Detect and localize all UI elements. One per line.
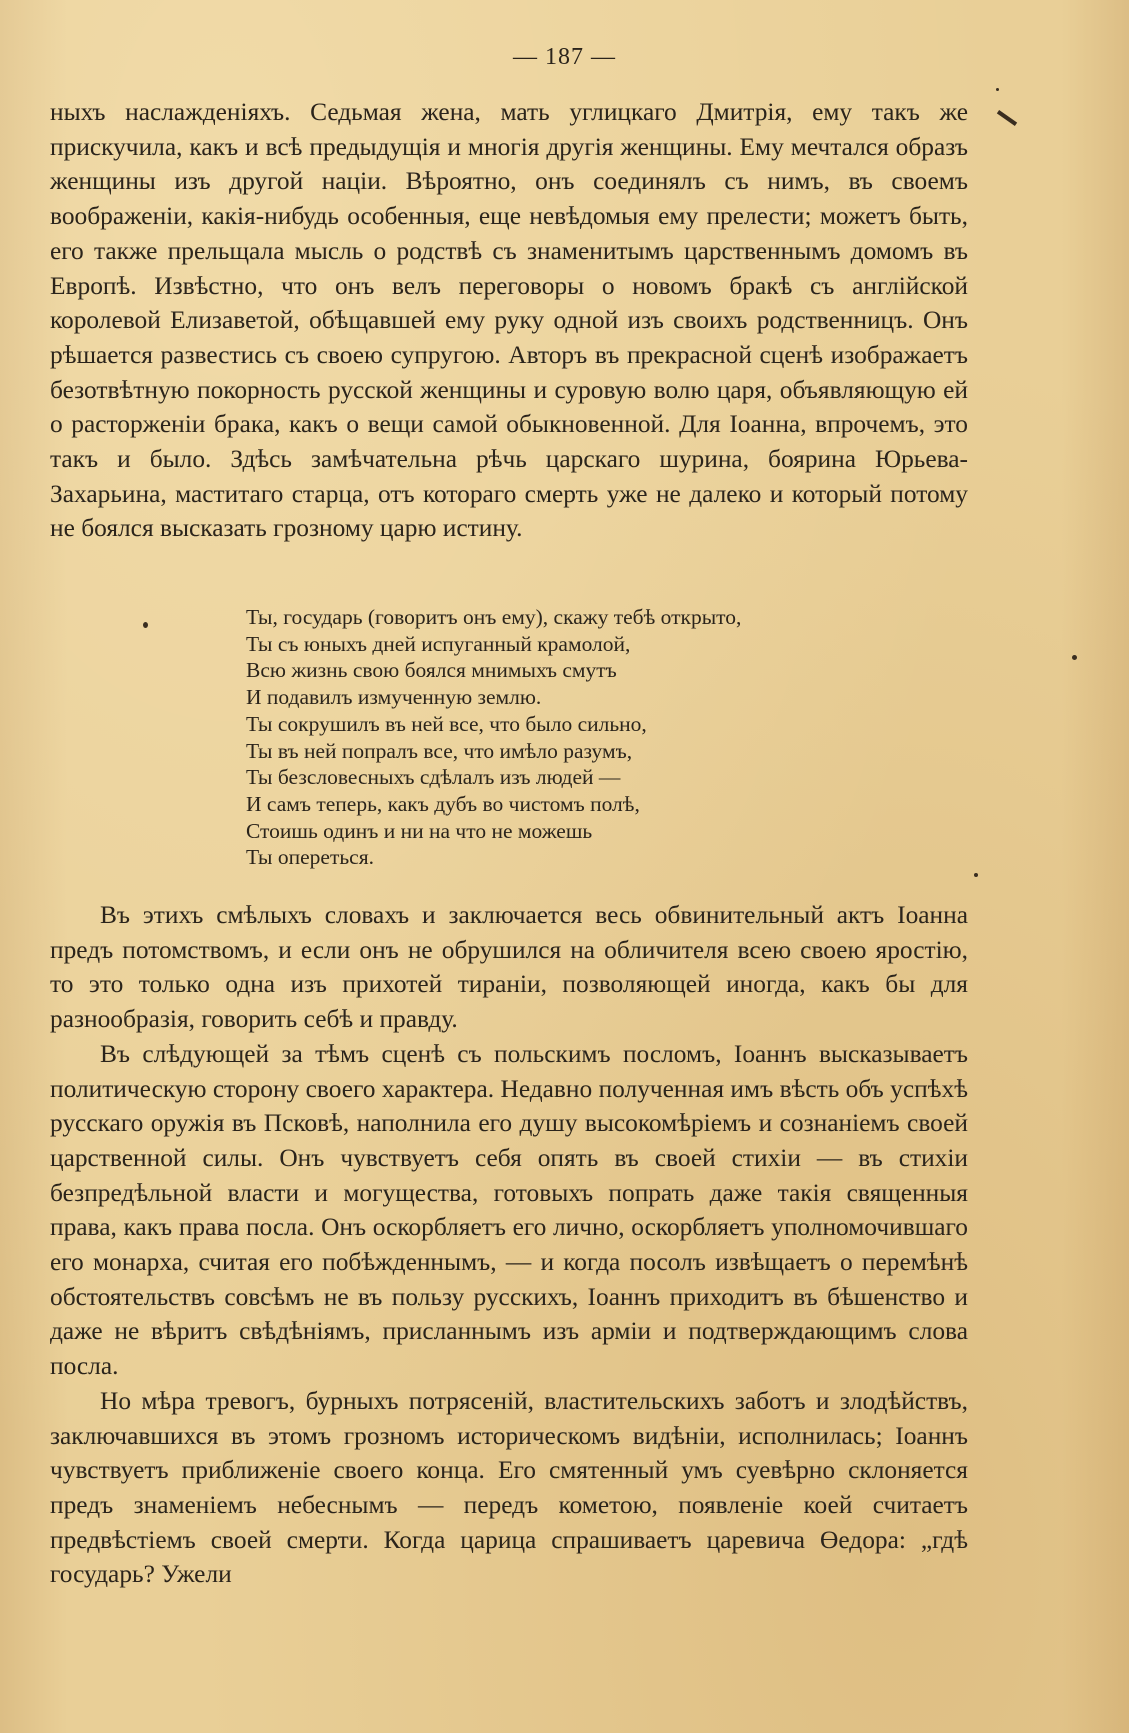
verse-line: Ты, государь (говоритъ онъ ему), скажу тебѣ открыто, <box>246 605 742 629</box>
ink-mark <box>997 110 1017 126</box>
paragraph: ныхъ наслажденіяхъ. Седьмая жена, мать углицкаго Дмитрія, ему такъ же прискучила, какъ и всѣ предыдущія и многія другія женщины. Ему мечтался образъ женщины изъ другой націи. Вѣроятно, онъ соединялъ съ нимъ, въ своемъ воображеніи, какія-нибудь особенныя, еще невѣдомыя ему прелести; можетъ быть, его также прельщала мысль о родствѣ съ знаменитымъ царственнымъ домомъ въ Европѣ. Извѣстно, что онъ велъ переговоры о новомъ бракѣ съ англійской королевой Елизаветой, обѣщавшей ему руку одной изъ своихъ родственницъ. Онъ рѣшается развестись съ своею супругою. Авторъ въ прекрасной сценѣ изображаетъ безотвѣтную покорность русской женщины и суровую волю царя, объявляющую ей о расторженіи брака, какъ о вещи самой обыкновенной. Для Іоанна, впрочемъ, это такъ и было. Здѣсь замѣчательна рѣчь царскаго шурина, боярина Юрьева-Захарьина, маститаго старца, отъ котораго смерть уже не далеко и который потому не боялся высказать грозному царю истину. <box>50 98 968 543</box>
verse-line: И самъ теперь, какъ дубъ во чистомъ полѣ, <box>246 791 640 816</box>
verse-line: Ты безсловесныхъ сдѣлалъ изъ людей — <box>246 765 621 790</box>
text-block-top <box>50 95 968 546</box>
verse-line: И подавилъ измученную землю. <box>246 685 542 710</box>
text-block-bottom <box>50 898 968 1592</box>
ink-speck <box>1072 655 1077 660</box>
paragraph: Въ этихъ смѣлыхъ словахъ и заключается весь обвинительный актъ Іоанна предъ потомствомъ, и если онъ не обрушился на обличителя всею своею яростію, то это только одна изъ прихотей тираніи, позволяющей иногда, какъ бы для разнообразія, говорить себѣ и правду. <box>50 901 968 1034</box>
verse-quote <box>246 604 741 871</box>
verse-line: Стоишь одинъ и ни на что не можешь <box>246 818 593 843</box>
ink-speck <box>143 622 148 628</box>
verse-line: Ты сокрушилъ въ ней все, что было сильно, <box>246 711 647 736</box>
ink-speck <box>974 873 978 877</box>
verse-line: Ты въ ней попралъ все, что имѣло разумъ, <box>246 738 633 763</box>
paragraph: Но мѣра тревогъ, бурныхъ потрясеній, властительскихъ заботъ и злодѣйствъ, заключавшихся въ этомъ грозномъ историческомъ видѣніи, исполнилась; Іоаннъ чувствуетъ приближеніе своего конца. Его смятенный умъ суевѣрно склоняется предъ знаменіемъ небеснымъ — передъ кометою, появленіе коей считаетъ предвѣстіемъ своей смерти. Когда царица спрашиваетъ царевича Өедора: „гдѣ государь? Ужели <box>50 1386 968 1589</box>
verse-line: Ты опереться. <box>246 845 374 870</box>
paragraph: Въ слѣдующей за тѣмъ сценѣ съ польскимъ посломъ, Іоаннъ высказываетъ политическую сторону своего характера. Недавно полученная имъ вѣсть объ успѣхѣ русскаго оружія въ Псковѣ, наполнила его душу высокомѣріемъ и сознаніемъ своей царственной силы. Онъ чувствуетъ себя опять въ своей стихіи — въ стихіи безпредѣльной власти и могущества, готовыхъ попрать даже такія священныя права, какъ права посла. Онъ оскорбляетъ его лично, оскорбляетъ уполномочившаго его монарха, считая его побѣжденнымъ, — и когда посолъ извѣщаетъ о перемѣнѣ обстоятельствъ совсѣмъ не въ пользу русскихъ, Іоаннъ приходитъ въ бѣшенство и даже не вѣритъ свѣдѣніямъ, присланнымъ изъ арміи и подтверждающимъ слова посла. <box>50 1039 968 1381</box>
verse-line: Ты съ юныхъ дней испуганный крамолой, <box>246 631 631 656</box>
ink-speck <box>996 88 999 91</box>
verse-line: Всю жизнь свою боялся мнимыхъ смутъ <box>246 658 617 683</box>
page-number: — 187 — <box>513 44 616 70</box>
